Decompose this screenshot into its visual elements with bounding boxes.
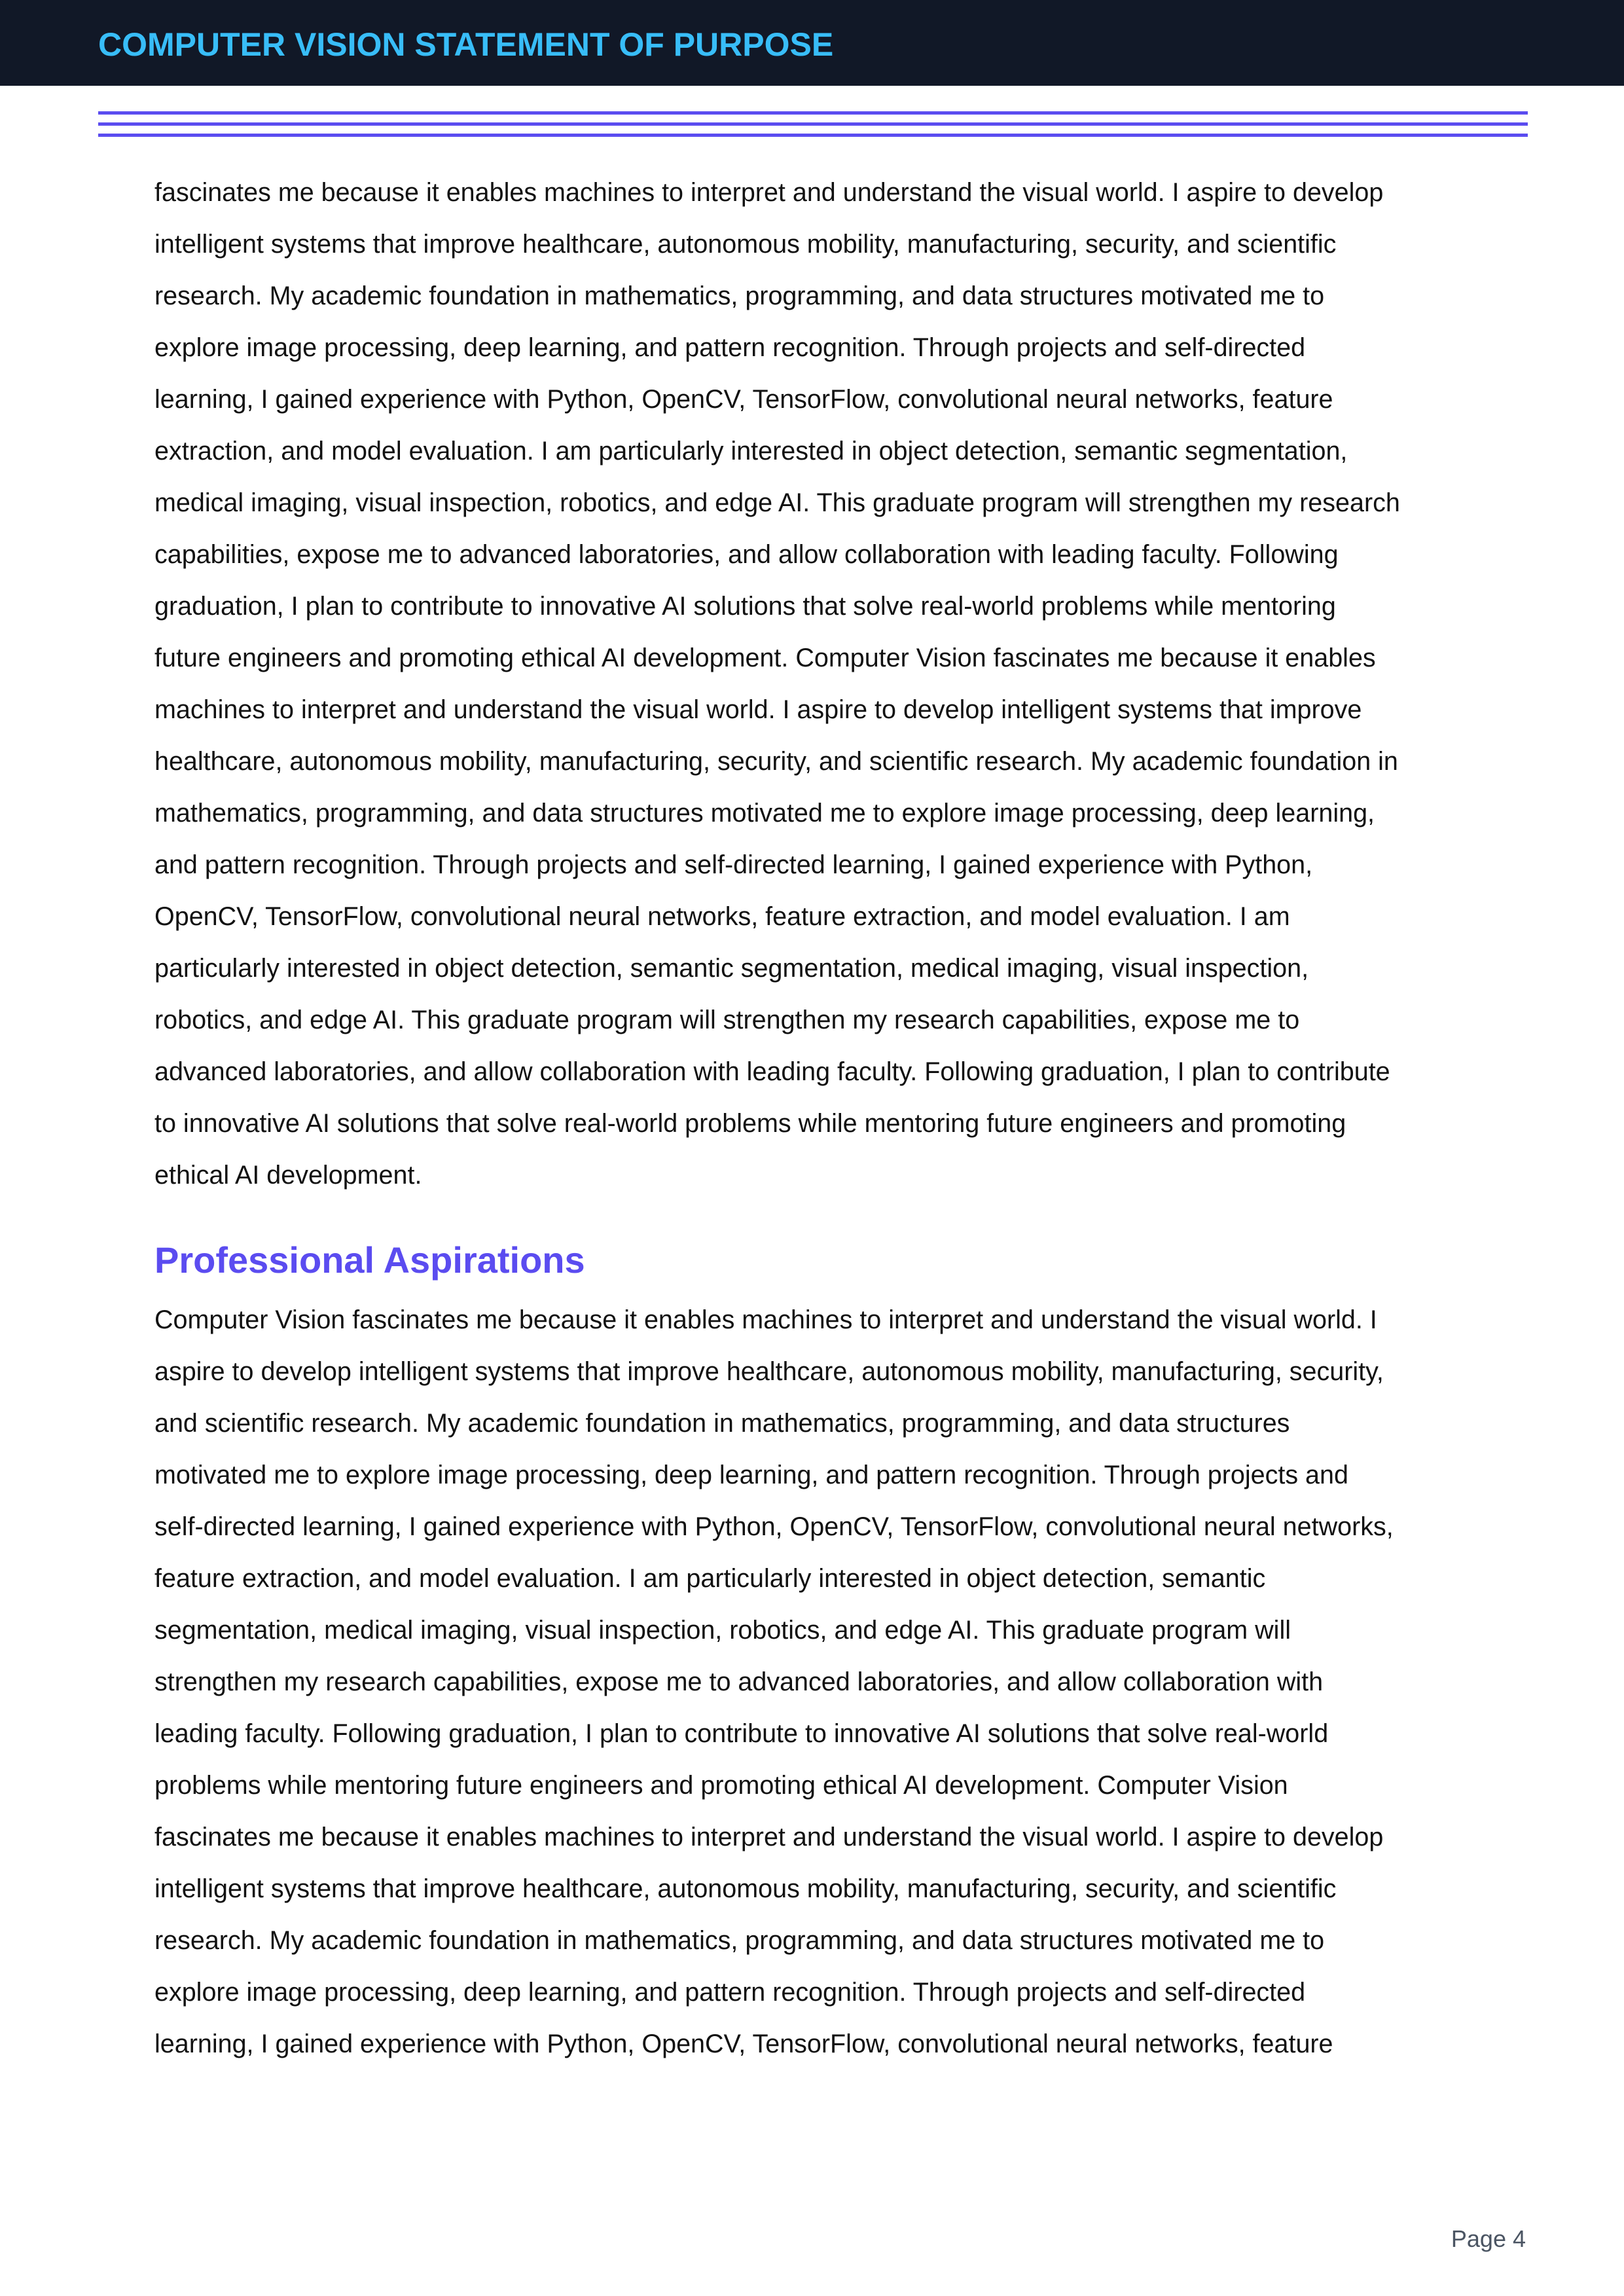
paragraph-line: self-directed learning, I gained experience with Python, OpenCV, TensorFlow, convolutional neural networks,: [154, 1512, 1394, 1541]
paragraph-line: graduation, I plan to contribute to innovative AI solutions that solve real-world problems while mentoring: [154, 592, 1336, 621]
paragraph-line: healthcare, autonomous mobility, manufacturing, security, and scientific research. My academic foundation in: [154, 747, 1398, 776]
section-paragraph: [154, 1294, 1503, 2070]
paragraph-line: and scientific research. My academic foundation in mathematics, programming, and data structures: [154, 1409, 1290, 1438]
paragraph-line: mathematics, programming, and data structures motivated me to explore image processing, deep learning,: [154, 799, 1375, 828]
paragraph-line: explore image processing, deep learning, and pattern recognition. Through projects and self-directed: [154, 1978, 1306, 2007]
continued-paragraph: [154, 167, 1503, 1201]
paragraph-line: machines to interpret and understand the visual world. I aspire to develop intelligent systems that improve: [154, 695, 1362, 724]
page-number: Page 4: [1451, 2225, 1526, 2252]
paragraph-line: particularly interested in object detection, semantic segmentation, medical imaging, visual inspection,: [154, 954, 1309, 983]
header-divider-line: [98, 122, 1528, 126]
paragraph-line: OpenCV, TensorFlow, convolutional neural networks, feature extraction, and model evaluation. I am: [154, 902, 1290, 931]
header-divider-line: [98, 134, 1528, 137]
paragraph-line: medical imaging, visual inspection, robotics, and edge AI. This graduate program will strengthen my research: [154, 488, 1400, 517]
header-bar: [0, 0, 1624, 86]
paragraph-line: leading faculty. Following graduation, I plan to contribute to innovative AI solutions that solve real-world: [154, 1719, 1329, 1748]
paragraph-line: Computer Vision fascinates me because it enables machines to interpret and understand the visual world. I: [154, 1305, 1377, 1334]
paragraph-line: learning, I gained experience with Python, OpenCV, TensorFlow, convolutional neural networks, feature: [154, 2030, 1333, 2058]
paragraph-line: problems while mentoring future engineers and promoting ethical AI development. Computer Vision: [154, 1771, 1288, 1800]
paragraph-line: future engineers and promoting ethical AI development. Computer Vision fascinates me because it enables: [154, 644, 1376, 672]
paragraph-line: strengthen my research capabilities, expose me to advanced laboratories, and allow collaboration with: [154, 1667, 1324, 1696]
document-title: COMPUTER VISION STATEMENT OF PURPOSE: [98, 26, 834, 63]
paragraph-line: advanced laboratories, and allow collaboration with leading faculty. Following graduation, I plan to contribute: [154, 1057, 1390, 1086]
paragraph-line: aspire to develop intelligent systems that improve healthcare, autonomous mobility, manufacturing, security,: [154, 1357, 1384, 1386]
paragraph-line: feature extraction, and model evaluation. I am particularly interested in object detection, semantic: [154, 1564, 1266, 1593]
paragraph-line: robotics, and edge AI. This graduate program will strengthen my research capabilities, expose me to: [154, 1006, 1300, 1034]
paragraph-line: learning, I gained experience with Python, OpenCV, TensorFlow, convolutional neural networks, feature: [154, 385, 1333, 414]
paragraph-line: research. My academic foundation in mathematics, programming, and data structures motivated me to: [154, 282, 1325, 310]
paragraph-line: segmentation, medical imaging, visual inspection, robotics, and edge AI. This graduate program will: [154, 1616, 1291, 1645]
paragraph-line: extraction, and model evaluation. I am particularly interested in object detection, semantic segmentation,: [154, 437, 1348, 465]
paragraph-line: capabilities, expose me to advanced laboratories, and allow collaboration with leading faculty. Following: [154, 540, 1339, 569]
section-heading: Professional Aspirations: [154, 1239, 585, 1281]
paragraph-line: fascinates me because it enables machines to interpret and understand the visual world. I aspire to develop: [154, 178, 1384, 207]
paragraph-line: to innovative AI solutions that solve real-world problems while mentoring future engineers and promoting: [154, 1109, 1346, 1138]
paragraph-line: fascinates me because it enables machines to interpret and understand the visual world. I aspire to develop: [154, 1823, 1384, 1851]
paragraph-line: intelligent systems that improve healthcare, autonomous mobility, manufacturing, security, and scientific: [154, 1874, 1337, 1903]
paragraph-line: intelligent systems that improve healthcare, autonomous mobility, manufacturing, security, and scientific: [154, 230, 1337, 259]
paragraph-line: explore image processing, deep learning, and pattern recognition. Through projects and self-directed: [154, 333, 1306, 362]
paragraph-line: research. My academic foundation in mathematics, programming, and data structures motivated me to: [154, 1926, 1325, 1955]
paragraph-line: and pattern recognition. Through projects and self-directed learning, I gained experience with Python,: [154, 850, 1313, 879]
paragraph-line: ethical AI development.: [154, 1161, 422, 1190]
paragraph-line: motivated me to explore image processing, deep learning, and pattern recognition. Through projects and: [154, 1461, 1348, 1489]
header-divider-line: [98, 111, 1528, 115]
